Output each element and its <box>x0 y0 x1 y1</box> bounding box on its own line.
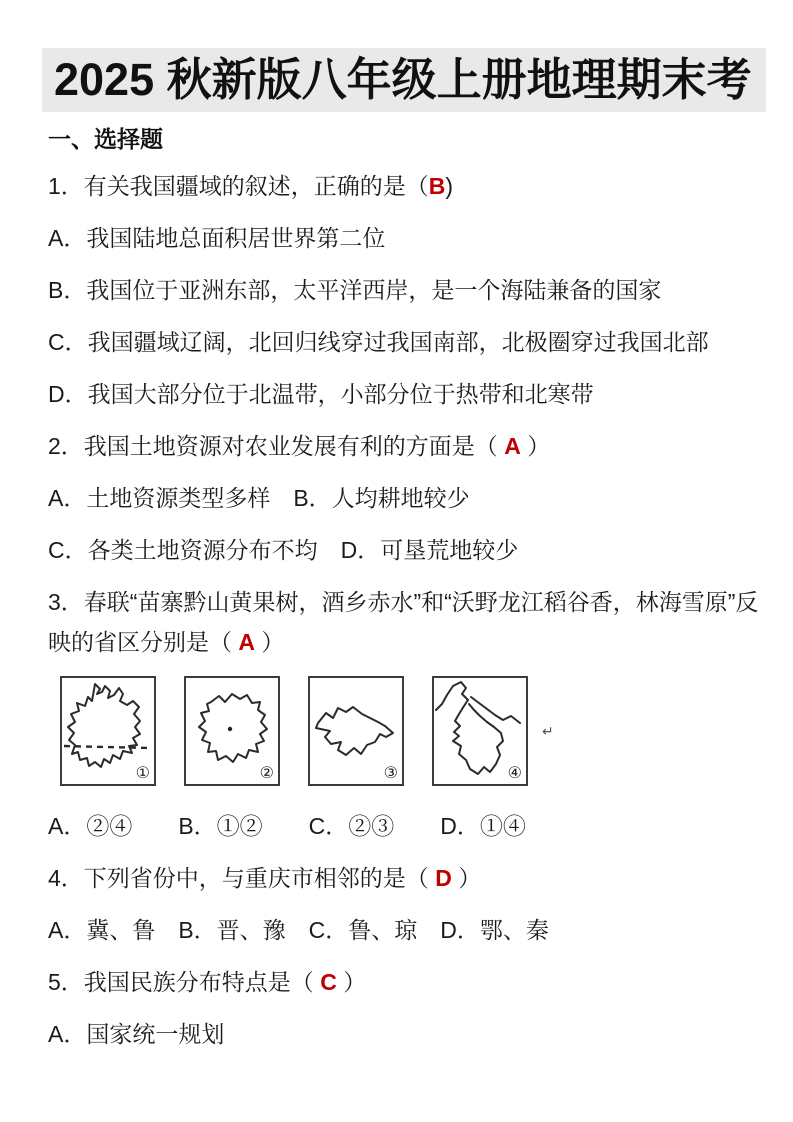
map-number-label: ① <box>135 765 150 782</box>
question-2-stem <box>48 426 759 466</box>
question-2-options-cd: C．各类土地资源分布不均 D．可垦荒地较少 <box>48 537 519 563</box>
paragraph-return-mark: ↵ <box>542 722 554 739</box>
question-4-stem <box>48 858 759 898</box>
question-1-option-c: C．我国疆域辽阔，北回归线穿过我国南部，北极圈穿过我国北部 <box>48 329 709 355</box>
section-heading: 一、选择题 <box>48 126 163 152</box>
province-maps-figure <box>60 676 759 786</box>
question-text: 3．春联“苗寨黔山黄果树，酒乡赤水”和“沃野龙江稻谷香，林海雪原”反映的省区分别是 <box>48 589 759 655</box>
paren-open: （ <box>405 173 429 199</box>
question-text: 4．下列省份中，与重庆市相邻的是 <box>48 865 406 891</box>
question-2-options-ab: A．土地资源类型多样 B．人均耕地较少 <box>48 485 470 511</box>
province-map-2-guizhou <box>184 676 280 786</box>
question-1-option-b: B．我国位于亚洲东部，太平洋西岸，是一个海陆兼备的国家 <box>48 277 662 303</box>
paren-close: ） <box>336 969 367 995</box>
answer-letter: A <box>504 433 521 459</box>
province-map-1-yunnan <box>60 676 156 786</box>
question-1-stem <box>48 166 759 206</box>
question-text: 2．我国土地资源对农业发展有利的方面是 <box>48 433 475 459</box>
question-text: 1．有关我国疆域的叙述，正确的是 <box>48 173 406 199</box>
paren-open: （ <box>474 433 505 459</box>
map-number-label: ② <box>259 765 274 782</box>
page-title: 2025 秋新版八年级上册地理期末考 <box>42 48 766 112</box>
question-1-option-d: D．我国大部分位于北温带，小部分位于热带和北寒带 <box>48 381 594 407</box>
question-1-option-a: A．我国陆地总面积居世界第二位 <box>48 225 386 251</box>
question-3-stem <box>48 582 759 662</box>
answer-letter: B <box>428 173 446 199</box>
paren-close: ） <box>255 629 285 655</box>
map-number-label: ③ <box>383 765 398 782</box>
answer-letter: D <box>435 865 452 891</box>
question-5-option-a: A．国家统一规划 <box>48 1021 225 1047</box>
question-text: 5．我国民族分布特点是 <box>48 969 291 995</box>
province-map-3-hubei <box>308 676 404 786</box>
paren-open: （ <box>290 969 321 995</box>
question-5-stem <box>48 962 759 1002</box>
answer-letter: C <box>320 969 337 995</box>
paren-open: （ <box>209 629 239 655</box>
answer-letter: A <box>238 629 256 655</box>
paren-close: ） <box>520 433 551 459</box>
paren-close: ) <box>445 173 454 199</box>
paren-open: （ <box>405 865 436 891</box>
map-number-label: ④ <box>507 765 522 782</box>
question-3-options-row: A．②④ B．①② C．②③ D．①④ <box>48 813 526 839</box>
paren-close: ） <box>451 865 482 891</box>
question-4-options-row: A．冀、鲁 B．晋、豫 C．鲁、琼 D．鄂、秦 <box>48 917 549 943</box>
province-map-4-heilongjiang <box>432 676 528 786</box>
